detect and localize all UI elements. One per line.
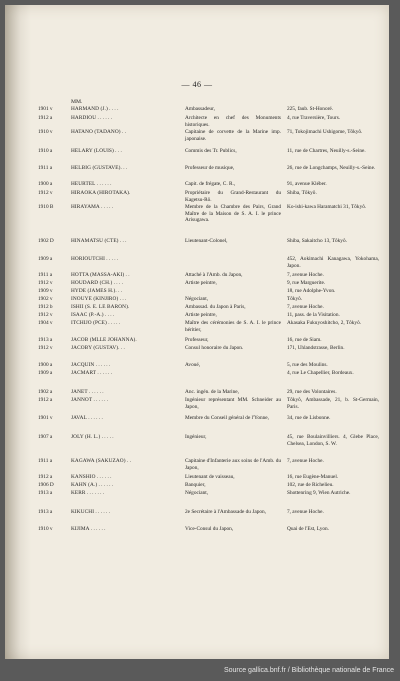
member-name-cell (71, 362, 183, 369)
member-profession: Anc. ingén. de la Marine, (185, 389, 239, 395)
member-profession: Lieutenant de vaisseau, (185, 474, 235, 480)
member-name-cell (71, 296, 183, 303)
member-name: ITCHIJO (PCE) (71, 320, 107, 326)
list-item (5, 190, 389, 204)
list-item (5, 129, 389, 148)
member-address: 7, avenue Hoche. (287, 272, 324, 278)
list-item (5, 238, 389, 256)
member-address: 11, pass. de la Visitation. (287, 312, 340, 318)
list-item (5, 312, 389, 320)
leader-dots: . . . . . . (87, 389, 104, 395)
list-item (5, 458, 389, 474)
member-name-cell (71, 256, 183, 263)
member-name-cell (71, 337, 183, 344)
leader-dots: . . . . . . (92, 397, 109, 403)
member-list (5, 106, 389, 534)
member-name: JACOBY (GUSTAV). (71, 345, 120, 351)
member-name: HINAMATSU (CTE) (71, 238, 119, 244)
list-item (5, 256, 389, 272)
member-profession: Négociant, (185, 296, 209, 302)
member-address: Tôkyô. (287, 296, 303, 302)
member-year: 1907 a (38, 434, 53, 440)
member-profession: Avoué, (185, 362, 201, 368)
member-address: Shiba, Tôkyô. (287, 190, 317, 196)
member-name: JACQUIN (71, 362, 95, 368)
leader-dots: . . . (118, 238, 127, 244)
list-item (5, 362, 389, 370)
member-name-cell (71, 204, 183, 211)
member-address: 16, rue Eugène-Manuel. (287, 474, 339, 480)
member-year: 1909 a (38, 256, 53, 262)
member-profession: Architecte en chef des Monuments historiques. (185, 115, 281, 128)
member-profession: Ingénieur représentant MM. Schneider au Japon, (185, 397, 281, 410)
member-address: 4, rue Le Chapellier, Bordeaux. (287, 370, 354, 376)
member-year: 1902 D (38, 238, 54, 244)
leader-dots: . . . . . . (94, 509, 110, 515)
member-address: 7, avenue Hoche. (287, 304, 324, 310)
footer-bar (0, 664, 400, 681)
member-name-cell (71, 106, 183, 113)
list-item (5, 482, 389, 490)
list-item (5, 415, 389, 434)
member-address: 171, Uhlandstrasse, Berlin. (287, 345, 345, 351)
list-item (5, 288, 389, 296)
list-item (5, 509, 389, 526)
leader-dots: . . . . . . (95, 474, 112, 480)
member-profession: Lieutenant-Colonel, (185, 238, 228, 244)
member-name-cell (71, 415, 183, 422)
column-header-mm: MM. (71, 99, 83, 105)
member-address: 102, rue de Richelieu. (287, 482, 334, 488)
scanned-page (5, 5, 389, 659)
member-year: 1912 a (38, 474, 53, 480)
member-name: HARMAND (J.) (71, 106, 108, 112)
leader-dots: . . (125, 458, 131, 464)
member-address: Tôkyô, Ambassade, 21, b. St-Germain, Paris. (287, 397, 379, 410)
member-profession: Membre de la Chambre des Pairs, Grand Maître de la Maison de S. A. I. le prince Arisugawa. (185, 204, 281, 224)
member-year: 1901 v (38, 415, 53, 421)
list-item (5, 345, 389, 362)
member-address: 11, rue de Chartres, Neuilly-s.-Seine. (287, 148, 366, 154)
list-item (5, 148, 389, 165)
member-name: JANNOT (71, 397, 93, 403)
leader-dots: . . . . . . (94, 362, 111, 368)
member-profession: Ingénieur, (185, 434, 207, 440)
member-profession: Membre du Conseil général de l'Yonne, (185, 415, 269, 421)
footer-source: Source gallica.bnf.fr / Bibliothèque nationale de France (223, 667, 394, 674)
member-profession: Propriétaire du Grand-Restaurant du Kagetsu-Rô. (185, 190, 281, 203)
member-year: 1910 a (38, 148, 53, 154)
member-profession: Professeur, (185, 337, 209, 343)
leader-dots: . . . . . . (95, 181, 112, 187)
member-name-cell (71, 509, 183, 516)
member-address: 452, Aokimachi Kanagawa, Yokohama, Japon. (287, 256, 379, 269)
list-item (5, 490, 389, 509)
member-name: KERR (71, 490, 86, 496)
member-year: 1910 v (38, 526, 53, 532)
member-address: 45, rue Boulainvilliers. 4, Glebe Place, Chelsea, London, S. W. (287, 434, 379, 447)
leader-dots: . . (119, 345, 125, 351)
leader-dots: . . . . . (104, 256, 119, 262)
member-name-cell (71, 320, 183, 327)
member-year: 1909 a (38, 370, 53, 376)
member-name: HYDE (JAMES H.). (71, 288, 117, 294)
leader-dots: . . . . . . (97, 482, 114, 488)
member-profession: Capitaine de corvette de la Marine imp. japonaise. (185, 129, 281, 142)
member-year: 1904 v (38, 320, 53, 326)
member-name-cell (71, 165, 183, 172)
leader-dots: . . (124, 272, 130, 278)
member-name-cell (71, 148, 183, 155)
member-name: HORIOUTCHI (71, 256, 105, 262)
member-year: 1911 a (38, 272, 53, 278)
member-profession: Maître des cérémonies de S. A. I. le prince héritier, (185, 320, 281, 333)
leader-dots: . . . (118, 296, 127, 302)
member-name: INOUYÉ (KINJIRO) (71, 296, 119, 302)
member-year: 1900 a (38, 181, 53, 187)
member-name-cell (71, 312, 183, 319)
member-year: 1912 v (38, 190, 53, 196)
list-item (5, 280, 389, 288)
member-name: JACOB (MLLE JOHANNA). (71, 337, 137, 343)
list-item (5, 526, 389, 534)
member-name: HIRAOKA (HIROTAKA). (71, 190, 131, 196)
member-name: HELBIG (GUSTAVE). (71, 165, 122, 171)
member-year: 1912 v (38, 312, 53, 318)
leader-dots: . . . . . (99, 204, 114, 210)
member-address: 7, avenue Hoche. (287, 509, 324, 515)
leader-dots: . . . . . . (89, 526, 106, 532)
member-name-cell (71, 288, 183, 295)
member-name-cell (71, 490, 183, 497)
list-item (5, 370, 389, 389)
member-profession: Négociant, (185, 490, 209, 496)
leader-dots: . . . . . (100, 434, 114, 440)
member-profession: Artiste peintre, (185, 312, 217, 318)
member-profession: Commis des Tr. Publics, (185, 148, 237, 154)
list-item (5, 106, 389, 115)
member-profession: Banquier, (185, 482, 206, 488)
leader-dots: . . . (113, 148, 122, 154)
member-name-cell (71, 181, 183, 188)
member-name-cell (71, 434, 183, 441)
member-profession: Professeur de musique, (185, 165, 235, 171)
member-profession: Vice-Consul du Japon, (185, 526, 234, 532)
member-name-cell (71, 389, 183, 396)
member-name-cell (71, 280, 183, 287)
member-address: Quai de l'Est, Lyon. (287, 526, 329, 532)
member-address: 225, faub. St-Honoré. (287, 106, 334, 112)
member-name-cell (71, 370, 183, 377)
member-address: 34, rue de Lisbonne. (287, 415, 331, 421)
member-profession: Attaché à l'Amb. du Japon, (185, 272, 243, 278)
leader-dots: . . (120, 129, 126, 135)
list-item (5, 204, 389, 238)
member-name: HIRAYAMA (71, 204, 100, 210)
member-profession: Ambassadeur, (185, 106, 215, 112)
leader-dots: . . . . . . . (85, 490, 105, 496)
member-address: 18, rue Adolphe-Yvon. (287, 288, 336, 294)
member-name-cell (71, 238, 183, 245)
member-name-cell (71, 272, 183, 279)
leader-dots: . . . . . (106, 320, 121, 326)
member-year: 1910 v (38, 129, 53, 135)
member-year: 1902 a (38, 389, 53, 395)
member-name-cell (71, 115, 183, 122)
member-year: 1900 a (38, 362, 53, 368)
member-address: Shottenring 9, Wien Autriche. (287, 490, 351, 496)
member-name: HATANO (TADANO) (71, 129, 121, 135)
member-year: 1910 B (38, 204, 54, 210)
member-name: HARDIOU (71, 115, 97, 121)
leader-dots: . . (121, 165, 128, 171)
member-year: 1909 v (38, 288, 53, 294)
member-profession: Artiste peintre, (185, 280, 217, 286)
member-name: HOUDARD (CH.) (71, 280, 113, 286)
member-name: KIJIMA (71, 526, 90, 532)
list-item (5, 337, 389, 345)
member-name-cell (71, 345, 183, 352)
list-item (5, 320, 389, 337)
member-name-cell (71, 474, 183, 481)
member-address: Akasaka Fukuyoshitcho, 2, Tôkyô. (287, 320, 362, 326)
leader-dots: . . (116, 288, 123, 294)
member-year: 1912 v (38, 345, 53, 351)
member-profession: 2e Secrétaire à l'Ambassade du Japon, (185, 509, 266, 515)
member-address: 71, Tokojimachi Ushigome, Tôkyô. (287, 129, 363, 135)
member-address: 4, rue Traversière, Tours. (287, 115, 341, 121)
list-item (5, 389, 389, 397)
member-year: 1902 v (38, 296, 53, 302)
member-name: HEURTEL (71, 181, 96, 187)
member-name-cell (71, 129, 183, 136)
list-item (5, 181, 389, 190)
member-name: HOTTA (MASSA-AKI) (71, 272, 125, 278)
leader-dots: . . . . (112, 280, 123, 286)
member-name-cell (71, 526, 183, 533)
member-year: 1911 a (38, 458, 53, 464)
member-year: 1912 a (38, 115, 53, 121)
member-name: KANSHIO (71, 474, 96, 480)
member-profession: Capitaine d'Infanterie aux soins de l'Amb. du Japon, (185, 458, 281, 471)
member-profession: Ambassad. du Japon à Paris, (185, 304, 246, 310)
member-name-cell (71, 397, 183, 404)
member-year: 1906 D (38, 482, 54, 488)
member-name: JANET (71, 389, 88, 395)
leader-dots: . . . . . . (96, 115, 113, 121)
member-name: ISHII (S. E. LE BARON). (71, 304, 130, 310)
member-year: 1912 v (38, 280, 53, 286)
member-year: 1901 v (38, 106, 53, 112)
leader-dots: . . . . (103, 312, 115, 318)
member-address: 5, rue des Moulins. (287, 362, 328, 368)
member-address: Shiba, Sakaitcho 13, Tôkyô. (287, 238, 347, 244)
leader-dots: . . . . (107, 106, 119, 112)
member-name: ISAAC (P.-A.) (71, 312, 104, 318)
member-name: HÉLARY (LOUIS) (71, 148, 114, 154)
member-year: 1913 a (38, 337, 53, 343)
list-item (5, 272, 389, 280)
member-address: 29, rue des Volontaires. (287, 389, 337, 395)
member-year: 1913 a (38, 509, 53, 515)
member-address: 16, rue de Siam. (287, 337, 322, 343)
member-name: JACMART (71, 370, 97, 376)
list-item (5, 434, 389, 458)
leader-dots: . . . . . . (96, 370, 112, 376)
member-name: KAHN (A.) (71, 482, 98, 488)
member-name: JAVAL (71, 415, 87, 421)
list-item (5, 296, 389, 304)
member-address: 7, avenue Hoche. (287, 458, 324, 464)
member-address: 26, rue de Longchamps, Neuilly-s.-Seine. (287, 165, 376, 171)
member-name: JOLY (H. L.) (71, 434, 101, 440)
member-name: KAGAWA (SAKUZAO) (71, 458, 126, 464)
member-year: 1911 a (38, 165, 53, 171)
list-item (5, 397, 389, 415)
leader-dots: . . . . . . (86, 415, 103, 421)
member-profession: Capit. de frégate, C. R., (185, 181, 236, 187)
member-name: KIKUCHI (71, 509, 95, 515)
member-address: 91, avenue Kléber. (287, 181, 327, 187)
member-address: Ko-ishi-kawa Haramatchi 31, Tôkyô. (287, 204, 367, 210)
page-number: — 46 — (181, 80, 213, 89)
member-address: 9, rue Marguerite. (287, 280, 326, 286)
member-year: 1912 b (38, 304, 53, 310)
member-name-cell (71, 482, 183, 489)
list-item (5, 474, 389, 482)
member-name-cell (71, 190, 183, 197)
member-name-cell (71, 458, 183, 465)
member-year: 1913 a (38, 490, 53, 496)
list-item (5, 165, 389, 181)
member-profession: Consul honoraire du Japon. (185, 345, 244, 351)
member-name-cell (71, 304, 183, 311)
list-item (5, 115, 389, 129)
member-year: 1912 a (38, 397, 53, 403)
list-item (5, 304, 389, 312)
